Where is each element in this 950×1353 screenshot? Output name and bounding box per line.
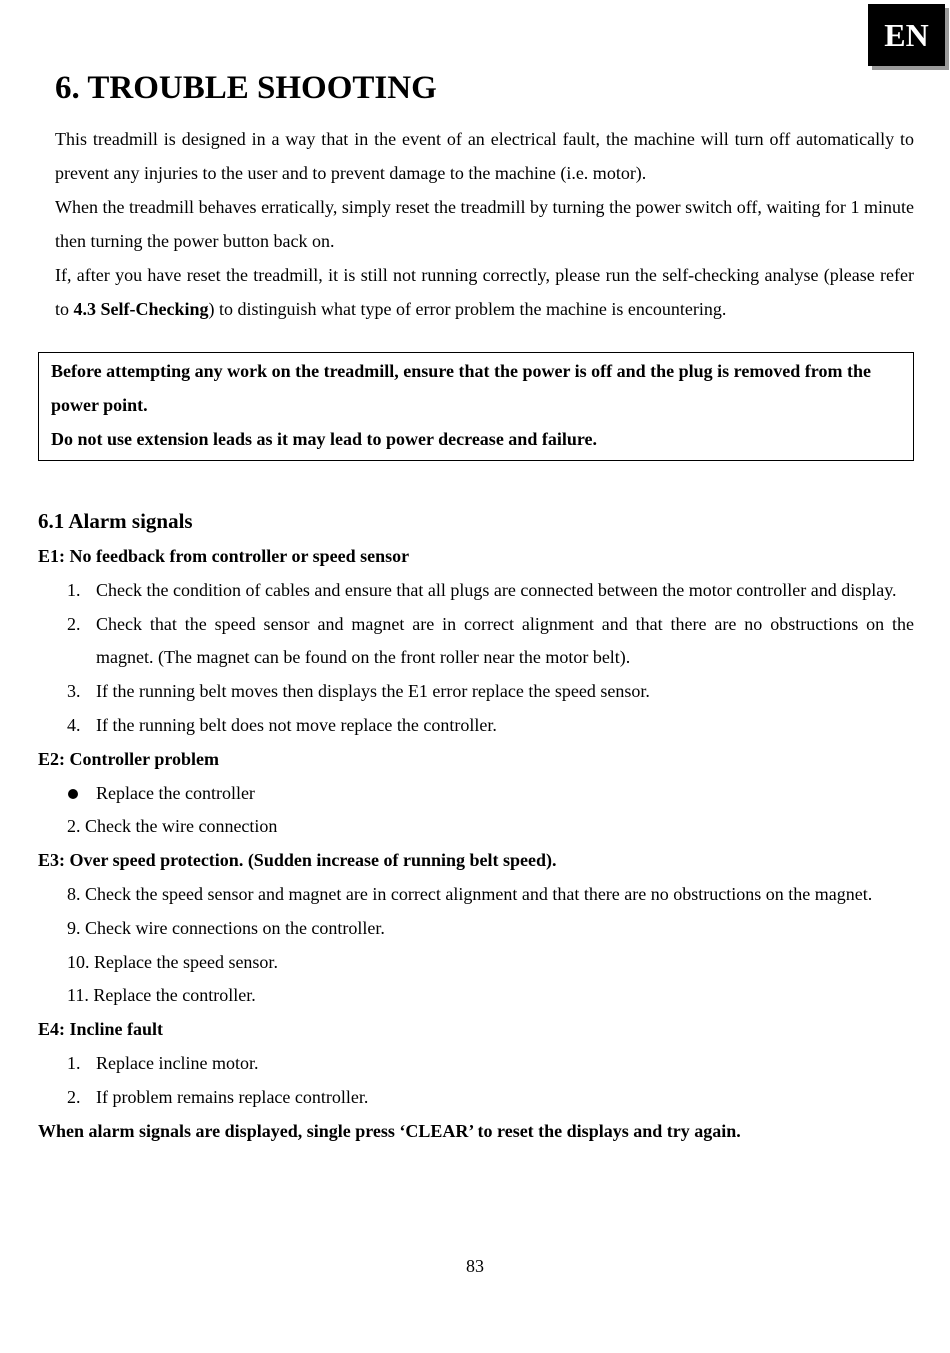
list-item-text: Replace the controller [96,782,255,803]
section-heading: 6.1 Alarm signals [38,509,193,533]
alarm-signals-section [38,502,914,1148]
intro-paragraph-3 [55,258,914,326]
page-title: 6. TROUBLE SHOOTING [55,70,437,106]
list-item [38,574,914,608]
self-checking-reference: 4.3 Self-Checking [73,299,209,319]
warning-power-off: Before attempting any work on the treadmill, ensure that the power is off and the plug is removed from the power point. [51,361,871,415]
list-item [38,709,914,743]
list-item: 10. Replace the speed sensor. [67,951,278,972]
intro-paragraph-1: This treadmill is designed in a way that in the event of an electrical fault, the machine will turn off automatically to prevent any injuries to the user and to prevent damage to the machine (i.e. motor). [55,129,914,183]
list-item-text: Check that the speed sensor and magnet are in correct alignment and that there are no obstructions on the magnet. (The magnet can be found on the front roller near the motor belt). [96,613,914,668]
list-item-number: 4. [67,714,81,735]
intro-paragraph-2: When the treadmill behaves erratically, simply reset the treadmill by turning the power switch off, waiting for 1 minute then turning the power button back on. [55,197,914,251]
list-item [38,1081,914,1115]
list-item-number: 1. [67,579,81,600]
warning-extension-leads: Do not use extension leads as it may lead to power decrease and failure. [51,429,597,449]
list-item-text: If the running belt moves then displays the E1 error replace the speed sensor. [96,681,650,702]
list-item-number: 1. [67,1052,81,1073]
list-item: 11. Replace the controller. [67,985,256,1006]
e3-heading: E3: Over speed protection. (Sudden increase of running belt speed). [38,850,557,871]
page-number: 83 [466,1256,484,1276]
list-item-text: If problem remains replace controller. [96,1086,369,1107]
list-item [38,675,914,709]
list-item: 2. Check the wire connection [67,816,278,837]
warning-box [38,352,914,461]
list-item-text: Replace incline motor. [96,1052,259,1073]
list-item-number: 2. [67,1086,81,1107]
e2-heading: E2: Controller problem [38,748,219,769]
list-item-text: Check the condition of cables and ensure that all plugs are connected between the motor controller and display. [96,579,897,600]
language-badge: EN [868,4,945,66]
intro-paragraph-3-start: If, after you have reset the treadmill, it is still not running correctly, please run the self-checking analyse (please refer to [55,265,914,319]
e1-heading: E1: No feedback from controller or speed sensor [38,546,410,566]
bullet-dot-icon [68,789,78,799]
list-item-number: 3. [67,681,81,702]
list-item [38,1047,914,1081]
list-item: 9. Check wire connections on the controller. [67,917,385,938]
list-item [38,608,914,676]
list-item [38,777,914,811]
clear-reset-note: When alarm signals are displayed, single press ‘CLEAR’ to reset the displays and try again. [38,1120,741,1141]
list-item: 8. Check the speed sensor and magnet are in correct alignment and that there are no obstructions on the magnet. [67,883,873,904]
list-item-number: 2. [67,613,81,634]
e4-heading: E4: Incline fault [38,1019,164,1040]
intro-paragraph-3-end: ) to distinguish what type of error problem the machine is encountering. [208,299,727,319]
list-item-text: If the running belt does not move replace the controller. [96,714,497,735]
intro-section [55,122,914,326]
